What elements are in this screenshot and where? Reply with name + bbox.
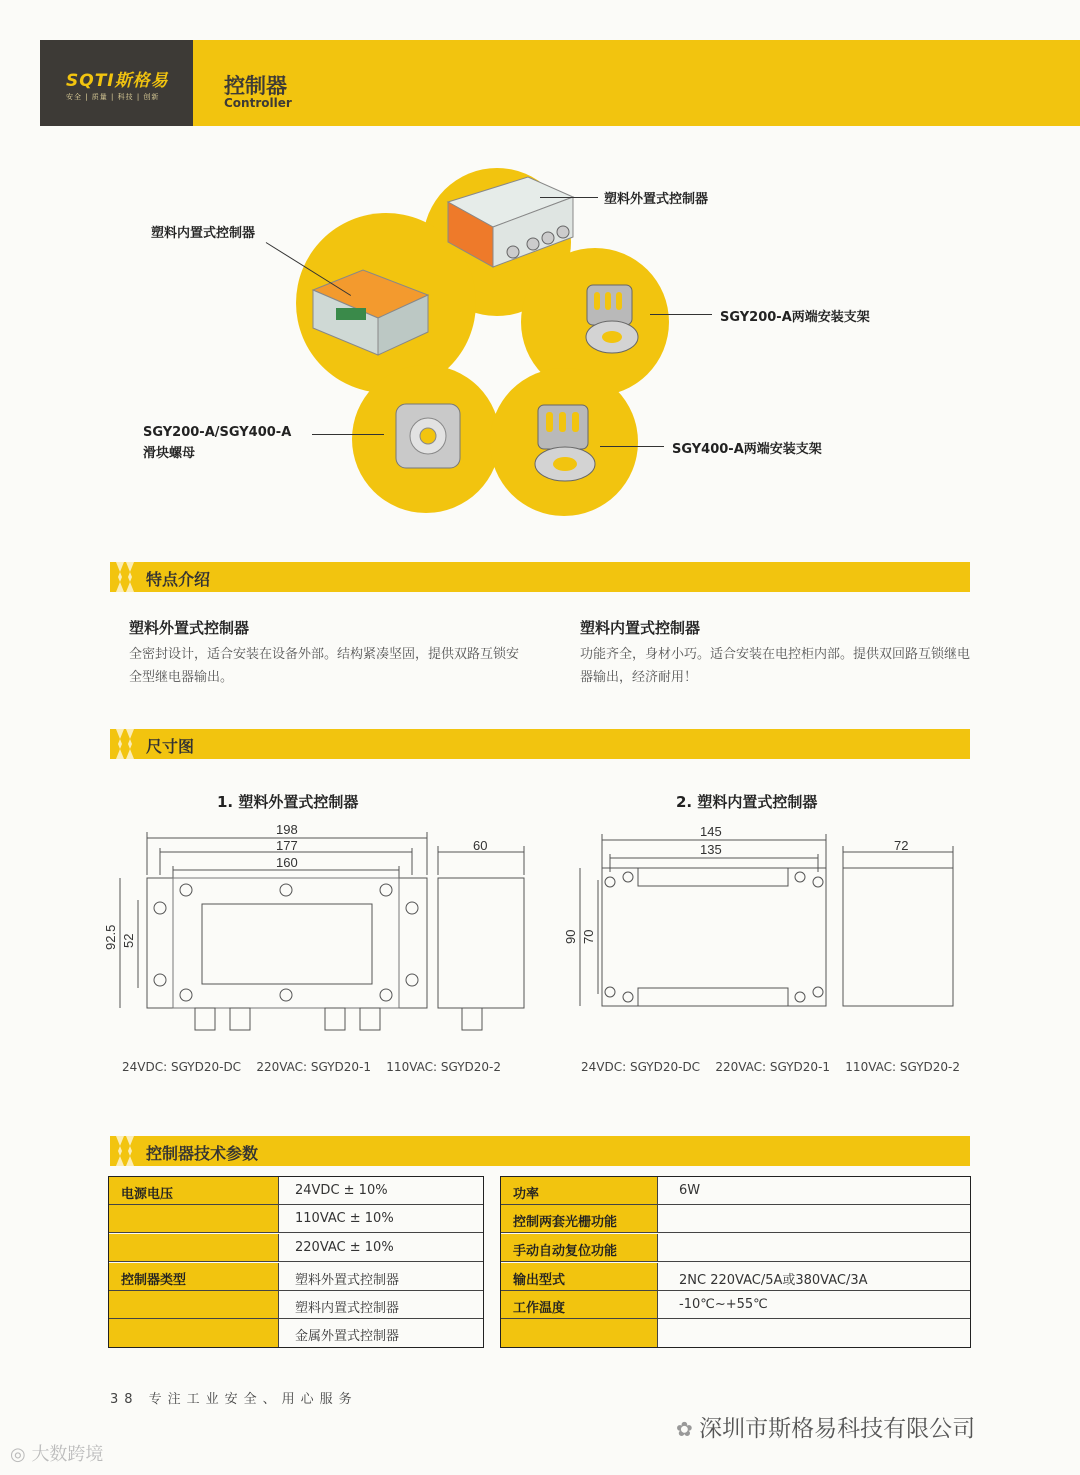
chevron-icon bbox=[114, 729, 140, 759]
page-title: 控制器 bbox=[224, 74, 287, 98]
dim-h1: 92.5 bbox=[103, 924, 118, 950]
company-name-text: 深圳市斯格易科技有限公司 bbox=[699, 1416, 976, 1442]
page-subtitle: Controller bbox=[224, 96, 292, 110]
drawing1-outer-controller bbox=[100, 820, 540, 1045]
feature-inner-title: 塑料内置式控制器 bbox=[580, 619, 701, 637]
model-220: 220VAC: SGYD20-1 bbox=[256, 1060, 372, 1074]
spec-key: 控制两套光栅功能 bbox=[501, 1205, 658, 1232]
model-dc: 24VDC: SGYD20-DC bbox=[122, 1060, 242, 1074]
spec-row bbox=[501, 1319, 970, 1347]
page-number-slogan: 38 专注工业安全、用心服务 bbox=[110, 1392, 358, 1407]
model-220: 220VAC: SGYD20-1 bbox=[715, 1060, 831, 1074]
spec-row bbox=[109, 1263, 483, 1291]
company-name bbox=[676, 1410, 975, 1443]
watermark-icon: ◎ bbox=[10, 1444, 32, 1465]
dim-depth: 72 bbox=[894, 838, 909, 853]
spec-key: 控制器类型 bbox=[109, 1263, 279, 1290]
spec-row bbox=[501, 1263, 970, 1291]
spec-value: 110VAC ± 10% bbox=[295, 1211, 394, 1226]
dim-h1: 90 bbox=[563, 929, 578, 944]
spec-key bbox=[109, 1205, 279, 1232]
spec-key: 输出型式 bbox=[501, 1263, 658, 1290]
spec-row bbox=[109, 1205, 483, 1233]
label-bracket200: SGY200-A两端安装支架 bbox=[720, 310, 870, 325]
section-dimensions-title: 尺寸图 bbox=[146, 737, 195, 756]
dim-h2: 70 bbox=[581, 929, 596, 944]
bracket400-image bbox=[530, 402, 600, 484]
spec-key: 功率 bbox=[501, 1177, 658, 1204]
model-110: 110VAC: SGYD20-2 bbox=[386, 1060, 501, 1074]
leader-bracket200 bbox=[650, 314, 712, 315]
section-dimensions bbox=[110, 729, 970, 759]
spec-value: 2NC 220VAC/5A或380VAC/3A bbox=[679, 1273, 868, 1288]
dim-w3: 160 bbox=[276, 855, 298, 870]
page-header bbox=[40, 40, 1080, 126]
feature-outer-text: 全密封设计，适合安装在设备外部。结构紧凑坚固，提供双路互锁安全型继电器输出。 bbox=[129, 647, 520, 685]
spec-key bbox=[109, 1291, 279, 1318]
spec-value bbox=[665, 1205, 693, 1232]
spec-key bbox=[109, 1319, 279, 1347]
inner-controller-image bbox=[308, 260, 436, 360]
dim-w2: 135 bbox=[700, 842, 722, 857]
dim-h2: 52 bbox=[121, 933, 136, 948]
spec-value bbox=[665, 1319, 693, 1347]
spec-value: 塑料外置式控制器 bbox=[295, 1273, 400, 1288]
spec-row bbox=[109, 1177, 483, 1205]
drawing2-inner-controller bbox=[560, 820, 970, 1020]
brand-logo bbox=[40, 40, 193, 126]
drawing2-models bbox=[581, 1060, 960, 1074]
watermark-text: 大数跨境 bbox=[31, 1444, 104, 1465]
feature-inner-text: 功能齐全，身材小巧。适合安装在电控柜内部。提供双回路互锁继电器输出，经济耐用！ bbox=[580, 647, 971, 685]
outer-controller-image bbox=[438, 172, 578, 277]
spec-row bbox=[501, 1234, 970, 1262]
section-specs bbox=[110, 1136, 970, 1166]
leader-nut bbox=[312, 434, 384, 435]
drawing2-title: 2. 塑料内置式控制器 bbox=[676, 793, 818, 811]
label-nut-line1: SGY200-A/SGY400-A bbox=[143, 425, 292, 440]
spec-row bbox=[501, 1205, 970, 1233]
leader-bracket400 bbox=[600, 446, 664, 447]
section-features-title: 特点介绍 bbox=[146, 570, 211, 589]
model-110: 110VAC: SGYD20-2 bbox=[845, 1060, 960, 1074]
watermark bbox=[10, 1440, 103, 1466]
logo-text: SQTI斯格易 bbox=[66, 71, 169, 91]
nut-image bbox=[394, 402, 462, 470]
bracket200-image bbox=[582, 282, 642, 357]
spec-value: 24VDC ± 10% bbox=[295, 1183, 388, 1198]
spec-table-right bbox=[500, 1176, 971, 1348]
wechat-icon: ✿ bbox=[676, 1417, 700, 1441]
dim-w2: 177 bbox=[276, 838, 298, 853]
spec-key bbox=[501, 1319, 658, 1347]
spec-value: 220VAC ± 10% bbox=[295, 1240, 394, 1255]
spec-row bbox=[501, 1177, 970, 1205]
label-nut-line2: 滑块螺母 bbox=[143, 446, 196, 461]
chevron-icon bbox=[114, 1136, 140, 1166]
spec-table-left bbox=[108, 1176, 484, 1348]
feature-outer-title: 塑料外置式控制器 bbox=[129, 619, 250, 637]
spec-key bbox=[109, 1234, 279, 1261]
label-outer: 塑料外置式控制器 bbox=[604, 192, 709, 207]
leader-outer bbox=[540, 197, 598, 198]
spec-key: 电源电压 bbox=[109, 1177, 279, 1204]
spec-key: 工作温度 bbox=[501, 1291, 658, 1318]
spec-value bbox=[665, 1234, 693, 1261]
logo-tagline: 安全 | 质量 | 科技 | 创新 bbox=[66, 93, 160, 101]
spec-value: 塑料内置式控制器 bbox=[295, 1301, 400, 1316]
spec-value: 金属外置式控制器 bbox=[295, 1329, 400, 1344]
model-dc: 24VDC: SGYD20-DC bbox=[581, 1060, 701, 1074]
section-features bbox=[110, 562, 970, 592]
section-specs-title: 控制器技术参数 bbox=[146, 1144, 259, 1163]
spec-key: 手动自动复位功能 bbox=[501, 1234, 658, 1261]
spec-row bbox=[109, 1319, 483, 1347]
drawing1-models bbox=[122, 1060, 501, 1074]
chevron-icon bbox=[114, 562, 140, 592]
spec-value: -10℃~+55℃ bbox=[679, 1297, 768, 1312]
spec-row bbox=[109, 1234, 483, 1262]
dim-w1: 198 bbox=[276, 822, 298, 837]
dim-w1: 145 bbox=[700, 824, 722, 839]
label-inner: 塑料内置式控制器 bbox=[151, 226, 256, 241]
drawing1-title: 1. 塑料外置式控制器 bbox=[217, 793, 359, 811]
spec-row bbox=[501, 1291, 970, 1319]
spec-value: 6W bbox=[679, 1183, 701, 1198]
label-bracket400: SGY400-A两端安装支架 bbox=[672, 442, 822, 457]
dim-depth: 60 bbox=[473, 838, 488, 853]
spec-row bbox=[109, 1291, 483, 1319]
